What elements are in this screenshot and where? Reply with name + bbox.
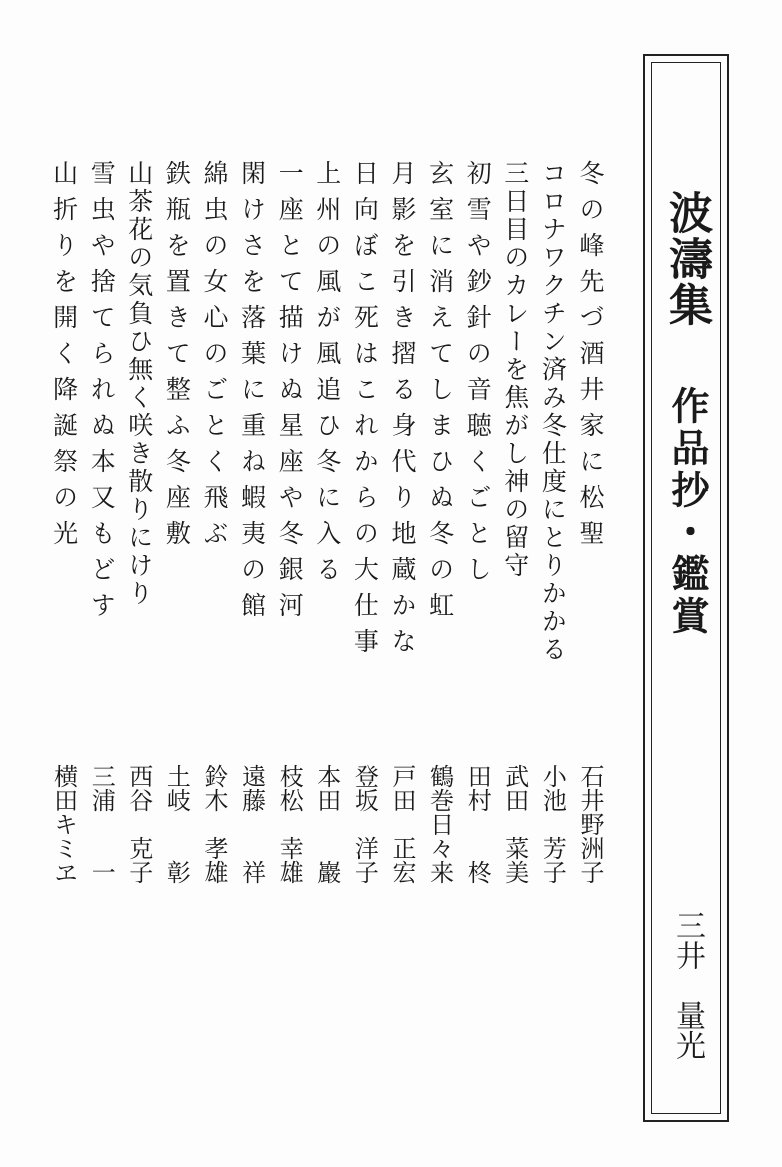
selector-name	[664, 910, 710, 1060]
journal-title: 波濤集	[661, 190, 712, 328]
haiku-text: 鉄瓶を置きて整ふ冬座敷	[162, 160, 192, 556]
haiku-author: 西谷 克子	[124, 764, 153, 884]
section-title: 作品抄・鑑賞	[665, 386, 710, 638]
haiku-text: 初雪や鈔針の音聴くごとし	[463, 160, 493, 592]
haiku-author: 鶴巻日々来	[425, 764, 454, 884]
haiku-author: 石井野洲子	[576, 764, 604, 884]
haiku-text: 山茶花の気負ひ無く咲き散りにけり	[124, 160, 154, 608]
selector-given-name: 量光	[670, 1000, 705, 1060]
haiku-author: 鈴木 孝雄	[200, 764, 228, 884]
haiku-text: 玄室に消えてしまひぬ冬の虹	[425, 160, 455, 628]
haiku-text: 閑けさを落葉に重ね蝦夷の館	[237, 160, 267, 628]
haiku-author: 遠藤 祥	[237, 764, 266, 884]
selector-family-name: 三井	[670, 910, 705, 970]
haiku-text: 月影を引き摺る身代り地蔵かな	[388, 160, 417, 664]
haiku-author: 三浦 一	[87, 764, 116, 884]
haiku-author: 枝松 幸雄	[275, 764, 304, 884]
haiku-text: 山折りを開く降誕祭の光	[49, 160, 79, 556]
haiku-text: 一座とて描けぬ星座や冬銀河	[275, 160, 305, 628]
haiku-author: 本田 巖	[312, 764, 341, 884]
name-gap	[670, 970, 705, 1000]
haiku-author: 土岐 彰	[162, 764, 191, 884]
haiku-text: コロナワクチン済み冬仕度にとりかかる	[538, 160, 568, 664]
haiku-text: 日向ぼこ死はこれからの大仕事	[350, 160, 380, 664]
haiku-author: 小池 芳子	[538, 764, 567, 884]
haiku-list	[22, 160, 605, 1120]
haiku-author: 横田キミヱ	[49, 764, 78, 884]
haiku-author: 戸田 正宏	[388, 764, 416, 884]
haiku-text: 上州の風が風追ひ冬に入る	[312, 160, 342, 592]
haiku-author: 登坂 洋子	[350, 764, 379, 884]
haiku-text: 雪虫や捨てられぬ本又もどす	[87, 160, 117, 628]
haiku-text: 綿虫の女心のごとく飛ぶ	[200, 160, 229, 556]
haiku-author: 武田 菜美	[500, 764, 529, 884]
haiku-text: 三日目のカレーを焦がし神の留守	[500, 160, 530, 580]
haiku-text: 冬の峰先づ酒井家に松聖	[576, 160, 605, 556]
haiku-author: 田村 柊	[463, 764, 492, 884]
